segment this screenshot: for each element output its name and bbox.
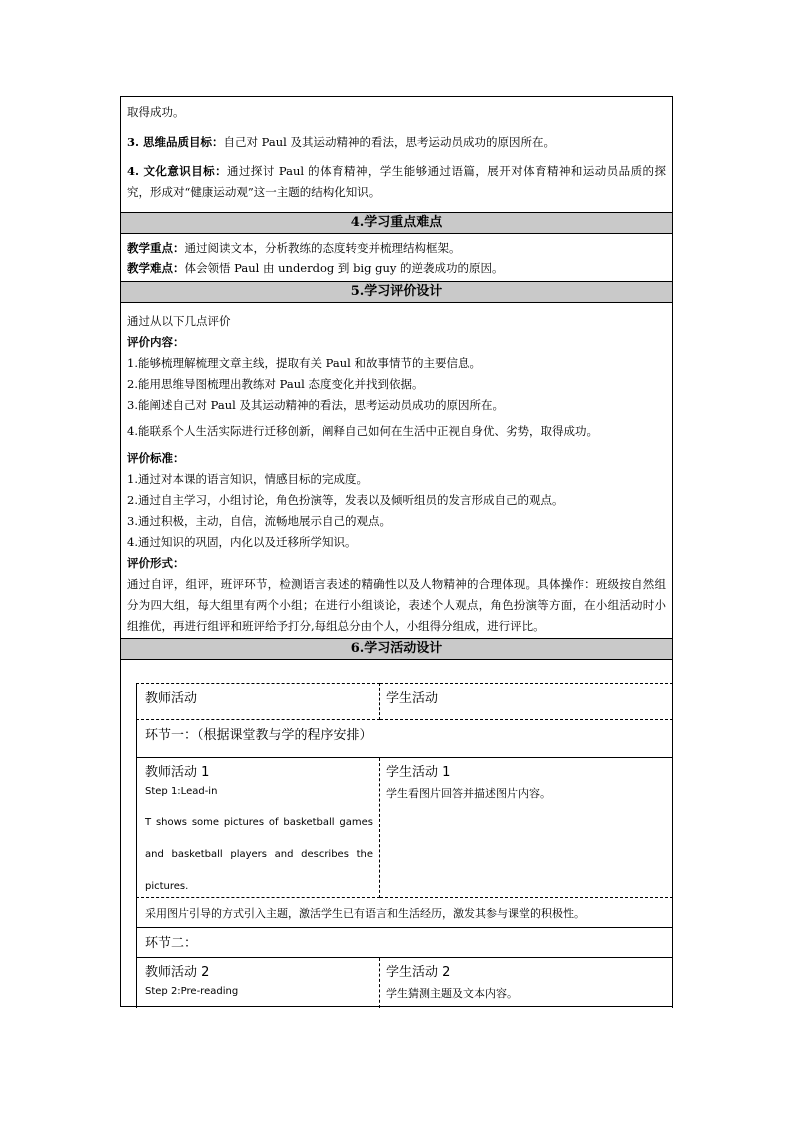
activity-table <box>136 683 673 1008</box>
difficulty: 教学难点：体会领悟 Paul 由 underdog 到 big guy 的逆袭成功的原因。 <box>127 261 504 275</box>
teacher-activity-col: 教师活动 <box>136 683 380 720</box>
goal-4: 4. 文化意识目标：通过探讨 Paul 的体育精神，学生能够通过语篇，展开对体育精神和运动员品质的探究，形成对“健康运动观”这一主题的结构化知识。 <box>127 164 666 199</box>
eval-intro: 通过从以下几点评价 <box>127 314 231 328</box>
eval-content-item: 3.能阐述自己对 Paul 及其运动精神的看法，思考运动员成功的原因所在。 <box>127 398 504 412</box>
section-4-header: 4.学习重点难点 <box>121 212 672 234</box>
key-point: 教学重点：通过阅读文本，分析教练的态度转变并梳理结构框架。 <box>127 241 461 255</box>
eval-standard-item: 1.通过对本课的语言知识，情感目标的完成度。 <box>127 472 368 486</box>
section-6-header: 6.学习活动设计 <box>121 638 672 660</box>
student-activity-col: 学生活动 <box>380 683 673 720</box>
eval-form-label: 评价形式： <box>127 556 185 570</box>
eval-content-label: 评价内容： <box>127 335 185 349</box>
teacher-activity-2: 教师活动 2 Step 2:Pre-reading <box>136 958 380 1008</box>
eval-content-item: 2.能用思维导图梳理出教练对 Paul 态度变化并找到依据。 <box>127 377 424 391</box>
goal-3: 3. 思维品质目标：自己对 Paul 及其运动精神的看法，思考运动员成功的原因所在。 <box>127 135 555 149</box>
continued-text: 取得成功。 <box>127 105 185 119</box>
teacher-activity-1: 教师活动 1 Step 1:Lead-in T shows some pictures of basketball games and basketball players and describes the pictures. <box>136 758 380 898</box>
link-1-row: 环节一：（根据课堂教与学的程序安排） <box>136 720 673 758</box>
section-5-header: 5.学习评价设计 <box>121 281 672 303</box>
student-activity-2: 学生活动 2 学生猜测主题及文本内容。 <box>380 958 673 1008</box>
student-activity-1: 学生活动 1 学生看图片回答并描述图片内容。 <box>380 758 673 898</box>
eval-standard-item: 2.通过自主学习，小组讨论，角色扮演等，发表以及倾听组员的发言形成自己的观点。 <box>127 493 564 507</box>
evaluation-block <box>127 311 666 637</box>
eval-content-item: 4.能联系个人生活实际进行迁移创新，阐释自己如何在生活中正视自身优、劣势，取得成功。 <box>127 424 598 438</box>
lesson-plan-table <box>120 96 673 1007</box>
key-points-block <box>127 238 666 278</box>
objectives-block <box>127 103 666 203</box>
eval-form-text: 通过自评，组评，班评环节，检测语言表述的精确性以及人物精神的合理体现。具体操作：班级按自然组分为四大组，每大组里有两个小组；在进行小组谈论，表述个人观点，角色扮演等方面，在小组活动时小组推优，再进行组评和班评给予打分,每组总分由个人，小组得分组成，进行评比。 <box>127 577 666 633</box>
eval-standard-item: 3.通过积极，主动，自信，流畅地展示自己的观点。 <box>127 514 391 528</box>
eval-content-item: 1.能够梳理解梳理文章主线，提取有关 Paul 和故事情节的主要信息。 <box>127 356 481 370</box>
eval-standard-item: 4.通过知识的巩固，内化以及迁移所学知识。 <box>127 535 357 549</box>
design-note-1: 采用图片引导的方式引入主题，激活学生已有语言和生活经历，激发其参与课堂的积极性。 <box>136 898 673 928</box>
link-2-row: 环节二： <box>136 928 673 958</box>
eval-standard-label: 评价标准： <box>127 451 185 465</box>
